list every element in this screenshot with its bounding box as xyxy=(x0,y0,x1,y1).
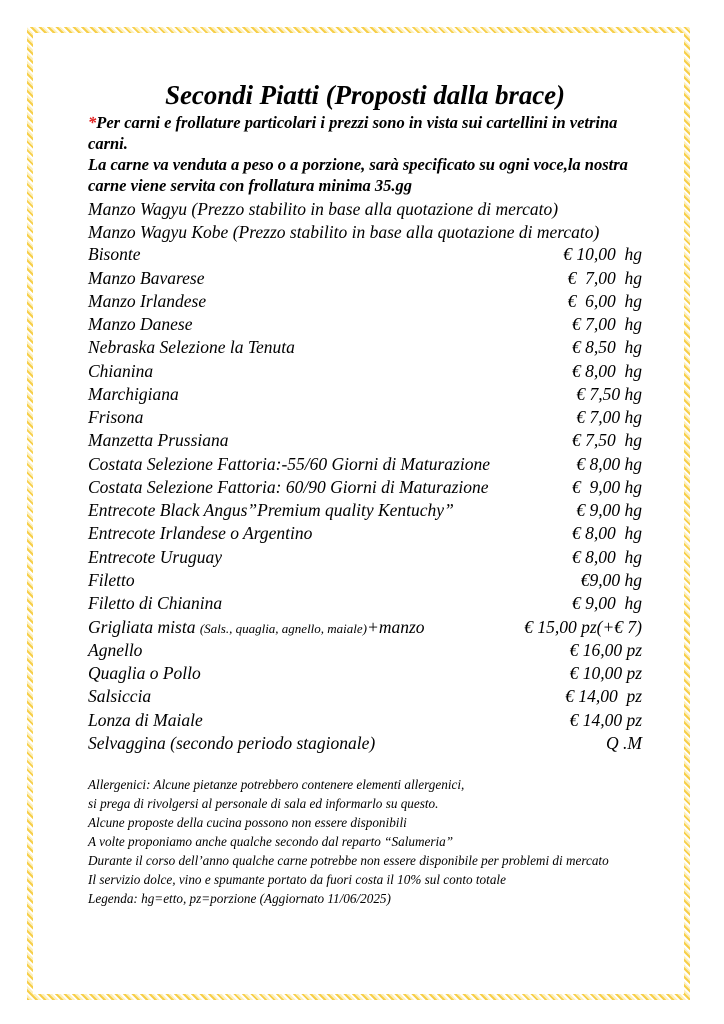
menu-item-name: Costata Selezione Fattoria:-55/60 Giorni di Maturazione xyxy=(88,453,490,474)
menu-item-price: € 8,00 hg xyxy=(572,523,642,544)
menu-item-price: € 6,00 hg xyxy=(567,290,642,311)
intro-line-2: La carne va venduta a peso o a porzione, sarà specificato su ogni voce,la nostra carne viene servita con frollatura minima 35.gg xyxy=(88,154,628,195)
menu-item-name: Lonza di Maiale xyxy=(88,709,203,730)
menu-item-name: Entrecote Irlandese o Argentino xyxy=(88,523,313,544)
menu-item-row xyxy=(88,290,642,313)
menu-item-name: Manzo Wagyu (Prezzo stabilito in base alla quotazione di mercato) xyxy=(88,199,559,220)
footer-line-4: A volte proponiamo anche qualche secondo dal reparto “Salumeria” xyxy=(88,834,454,850)
menu-item-price: € 9,00 hg xyxy=(572,593,642,614)
footer-line-6: Il servizio dolce, vino e spumante portato da fuori costa il 10% sul conto totale xyxy=(88,872,506,888)
menu-item-name: Marchigiana xyxy=(88,383,179,404)
menu-item-row xyxy=(88,243,642,266)
menu-item-name: Entrecote Black Angus”Premium quality Kentuchy” xyxy=(88,500,454,521)
menu-item-price: € 14,00 pz xyxy=(565,686,642,707)
menu-item-row xyxy=(88,313,642,336)
menu-item-price: € 10,00 pz xyxy=(569,663,642,684)
menu-item-name: Chianina xyxy=(88,360,154,381)
menu-content xyxy=(88,81,642,908)
menu-item-price: € 10,00 hg xyxy=(563,244,642,265)
menu-item-row xyxy=(88,709,642,732)
footer-line-2: si prega di rivolgersi al personale di sala ed informarlo su questo. xyxy=(88,796,439,812)
footer-notes xyxy=(88,775,642,908)
menu-item-name-main: Grigliata mista xyxy=(88,616,200,637)
menu-item-name: Costata Selezione Fattoria: 60/90 Giorni di Maturazione xyxy=(88,476,489,497)
menu-item-name: Nebraska Selezione la Tenuta xyxy=(88,337,295,358)
intro-notes xyxy=(88,113,642,196)
menu-item-row xyxy=(88,616,642,639)
menu-item-price: € 7,00 hg xyxy=(572,314,642,335)
menu-item-row xyxy=(88,639,642,662)
menu-item-row xyxy=(88,732,642,755)
menu-item-row xyxy=(88,499,642,522)
menu-item-name xyxy=(88,616,425,639)
menu-item-name: Entrecote Uruguay xyxy=(88,546,222,567)
footer-line-7: Legenda: hg=etto, pz=porzione (Aggiornato 11/06/2025) xyxy=(88,891,391,907)
menu-item-price: € 8,00 hg xyxy=(576,453,642,474)
menu-item-price: € 7,00 hg xyxy=(567,267,642,288)
menu-item-price: € 7,50 hg xyxy=(576,383,642,404)
menu-item-name: Manzo Wagyu Kobe (Prezzo stabilito in base alla quotazione di mercato) xyxy=(88,221,600,242)
menu-item-row xyxy=(88,592,642,615)
menu-item-row xyxy=(88,569,642,592)
menu-item-price: €9,00 hg xyxy=(580,569,642,590)
asterisk-marker: * xyxy=(88,113,97,133)
decorative-border-frame xyxy=(27,27,690,1000)
menu-item-row xyxy=(88,383,642,406)
menu-item-row xyxy=(88,336,642,359)
menu-item-name: Manzo Bavarese xyxy=(88,267,205,288)
menu-item-name: Manzetta Prussiana xyxy=(88,430,229,451)
menu-item-name: Quaglia o Pollo xyxy=(88,663,201,684)
menu-sheet xyxy=(33,33,684,994)
menu-item-row xyxy=(88,662,642,685)
menu-item-price: Q .M xyxy=(606,732,642,753)
menu-item-name-tail: +manzo xyxy=(367,616,425,637)
menu-item-price: € 15,00 pz(+€ 7) xyxy=(524,616,642,637)
menu-item-price: € 14,00 pz xyxy=(569,709,642,730)
intro-line-1-text: Per carni e frollature particolari i prezzi sono in vista sui cartellini in vetrina carni. xyxy=(88,113,618,154)
menu-item-price: € 8,50 hg xyxy=(572,337,642,358)
menu-item-name: Filetto xyxy=(88,569,135,590)
menu-item-row xyxy=(88,360,642,383)
menu-item-name: Manzo Danese xyxy=(88,314,193,335)
menu-item-row xyxy=(88,198,642,220)
footer-line-3: Alcune proposte della cucina possono non essere disponibili xyxy=(88,815,407,831)
menu-item-price: € 8,00 hg xyxy=(572,360,642,381)
menu-item-price: € 16,00 pz xyxy=(569,639,642,660)
menu-item-name-detail: (Sals., quaglia, agnello, maiale) xyxy=(199,620,368,636)
intro-line-1 xyxy=(88,113,642,155)
menu-item-price: € 9,00 hg xyxy=(576,500,642,521)
menu-item-row xyxy=(88,522,642,545)
page-title: Secondi Piatti (Proposti dalla brace) xyxy=(165,80,565,110)
menu-item-name: Salsiccia xyxy=(88,686,152,707)
menu-item-row xyxy=(88,476,642,499)
menu-item-price: € 8,00 hg xyxy=(572,546,642,567)
menu-item-row xyxy=(88,406,642,429)
menu-item-name: Agnello xyxy=(88,639,143,660)
menu-item-name: Frisona xyxy=(88,407,144,428)
menu-item-name: Bisonte xyxy=(88,244,141,265)
menu-item-name: Selvaggina (secondo periodo stagionale) xyxy=(88,732,376,753)
menu-items-list xyxy=(88,198,642,755)
menu-item-row xyxy=(88,453,642,476)
menu-item-price: € 7,50 hg xyxy=(572,430,642,451)
menu-item-row xyxy=(88,429,642,452)
menu-item-name: Manzo Irlandese xyxy=(88,290,207,311)
menu-item-name: Filetto di Chianina xyxy=(88,593,223,614)
menu-item-row xyxy=(88,267,642,290)
menu-item-price: € 9,00 hg xyxy=(572,476,642,497)
footer-line-5: Durante il corso dell’anno qualche carne potrebbe non essere disponibile per problemi di mercato xyxy=(88,853,609,869)
footer-line-1: Allergenici: Alcune pietanze potrebbero contenere elementi allergenici, xyxy=(88,777,465,793)
menu-item-row xyxy=(88,685,642,708)
menu-item-price: € 7,00 hg xyxy=(576,407,642,428)
menu-item-row xyxy=(88,221,642,243)
menu-item-row xyxy=(88,546,642,569)
